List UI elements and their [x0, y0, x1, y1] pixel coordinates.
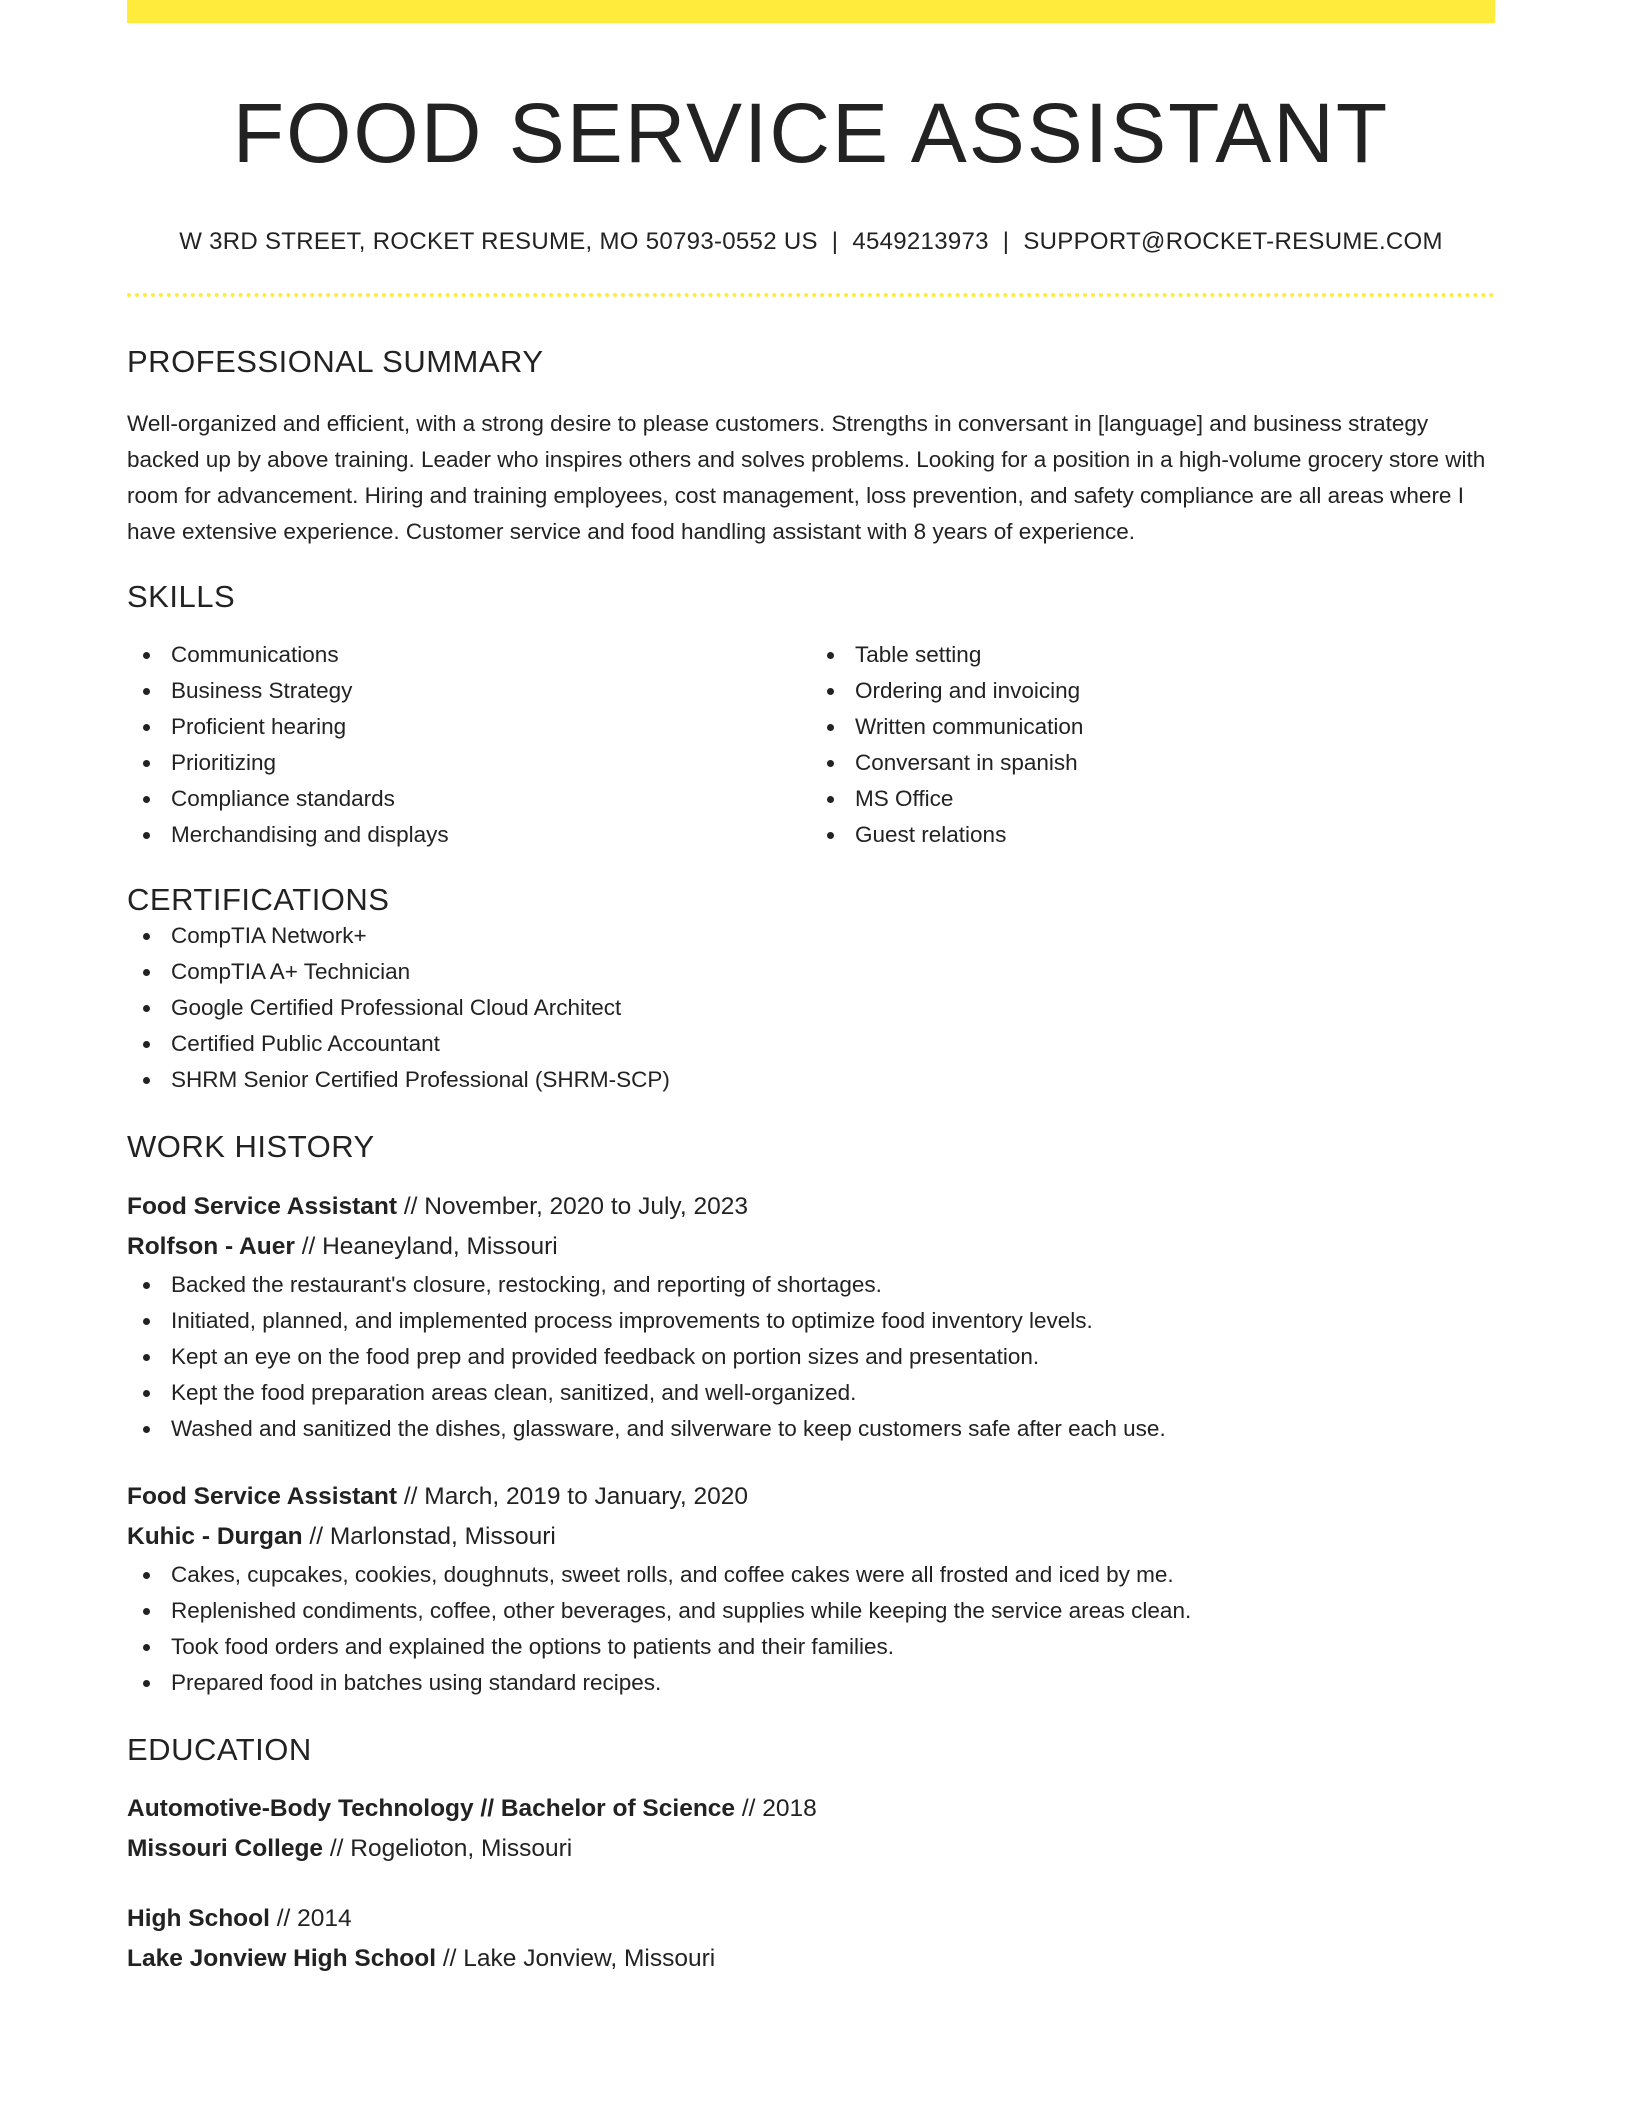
- job-role: Food Service Assistant: [127, 1193, 398, 1221]
- job-company: Kuhic - Durgan: [127, 1523, 303, 1551]
- education-degree: Automotive-Body Technology // Bachelor of Science: [127, 1794, 736, 1822]
- job-company-line: [127, 1517, 1495, 1557]
- job-title-line: [127, 1187, 1495, 1227]
- job-duty: Initiated, planned, and implemented process improvements to optimize food inventory levels.: [127, 1303, 1495, 1339]
- certification-item: CompTIA A+ Technician: [127, 954, 1495, 990]
- header-divider: [127, 293, 1495, 297]
- job-duty: Backed the restaurant's closure, restocking, and reporting of shortages.: [127, 1267, 1495, 1303]
- job-duty: Cakes, cupcakes, cookies, doughnuts, sweet rolls, and coffee cakes were all frosted and iced by me.: [127, 1557, 1495, 1593]
- job-dates: // March, 2019 to January, 2020: [403, 1483, 748, 1511]
- work-history-heading: WORK HISTORY: [127, 1129, 375, 1165]
- skill-item: Conversant in spanish: [811, 745, 1495, 781]
- job-location: // Heaneyland, Missouri: [301, 1233, 558, 1261]
- job-duty: Kept the food preparation areas clean, sanitized, and well-organized.: [127, 1375, 1495, 1411]
- skill-item: Business Strategy: [127, 673, 811, 709]
- certification-item: CompTIA Network+: [127, 918, 1495, 954]
- certification-item: SHRM Senior Certified Professional (SHRM-SCP): [127, 1062, 1495, 1098]
- skill-item: Ordering and invoicing: [811, 673, 1495, 709]
- skill-item: MS Office: [811, 781, 1495, 817]
- contact-address: W 3RD STREET, ROCKET RESUME, MO 50793-0552 US: [179, 227, 818, 255]
- certification-item: Certified Public Accountant: [127, 1026, 1495, 1062]
- skill-item: Written communication: [811, 709, 1495, 745]
- skill-item: Guest relations: [811, 817, 1495, 853]
- job-entry: [127, 1187, 1495, 1447]
- education-degree: High School: [127, 1904, 270, 1932]
- education-year: // 2018: [741, 1794, 817, 1822]
- contact-separator: |: [1002, 227, 1010, 255]
- job-company-line: [127, 1227, 1495, 1267]
- top-accent-bar: [127, 0, 1495, 23]
- job-dates: // November, 2020 to July, 2023: [403, 1193, 748, 1221]
- education-school: Missouri College: [127, 1834, 324, 1862]
- job-role: Food Service Assistant: [127, 1483, 398, 1511]
- skills-list-right: [811, 637, 1495, 853]
- education-entry: [127, 1899, 1495, 1979]
- education-degree-line: [127, 1789, 1495, 1829]
- summary-text: Well-organized and efficient, with a strong desire to please customers. Strengths in conversant in [language] and business strategy backed up by above training. Leader who inspires others and solves problems. Looking for a position in a high-volume grocery store with room for advancement. Hiring and training employees, cost management, loss prevention, and safety compliance are all areas where I have extensive experience. Customer service and food handling assistant with 8 years of experience.: [127, 410, 1486, 544]
- job-duties-list: [127, 1267, 1495, 1447]
- skill-item: Prioritizing: [127, 745, 811, 781]
- job-duties-list: [127, 1557, 1495, 1701]
- skill-item: Proficient hearing: [127, 709, 811, 745]
- education-entry: [127, 1789, 1495, 1869]
- certifications-list: [127, 918, 1495, 1098]
- certification-item: Google Certified Professional Cloud Architect: [127, 990, 1495, 1026]
- education-school-line: [127, 1939, 1495, 1979]
- skills-list-left: [127, 637, 811, 853]
- job-duty: Washed and sanitized the dishes, glassware, and silverware to keep customers safe after each use.: [127, 1411, 1495, 1447]
- contact-email: SUPPORT@ROCKET-RESUME.COM: [1023, 227, 1443, 255]
- skills-columns: [127, 637, 1495, 853]
- job-location: // Marlonstad, Missouri: [309, 1523, 556, 1551]
- education-degree-line: [127, 1899, 1495, 1939]
- certifications-heading: CERTIFICATIONS: [127, 881, 390, 917]
- job-duty: Replenished condiments, coffee, other beverages, and supplies while keeping the service areas clean.: [127, 1593, 1495, 1629]
- education-school-line: [127, 1829, 1495, 1869]
- education-location: // Rogelioton, Missouri: [329, 1834, 573, 1862]
- resume-page: [127, 0, 1495, 1979]
- job-entry: [127, 1477, 1495, 1701]
- contact-phone: 4549213973: [852, 227, 989, 255]
- job-title-line: [127, 1477, 1495, 1517]
- education-location: // Lake Jonview, Missouri: [442, 1944, 716, 1972]
- skills-heading: SKILLS: [127, 578, 236, 614]
- skill-item: Communications: [127, 637, 811, 673]
- job-duty: Took food orders and explained the options to patients and their families.: [127, 1629, 1495, 1665]
- job-company: Rolfson - Auer: [127, 1233, 295, 1261]
- contact-line: [127, 228, 1495, 257]
- candidate-name: FOOD SERVICE ASSISTANT: [232, 86, 1390, 180]
- summary-heading: PROFESSIONAL SUMMARY: [127, 343, 544, 379]
- education-year: // 2014: [276, 1904, 352, 1932]
- skill-item: Merchandising and displays: [127, 817, 811, 853]
- skill-item: Table setting: [811, 637, 1495, 673]
- job-duty: Kept an eye on the food prep and provided feedback on portion sizes and presentation.: [127, 1339, 1495, 1375]
- education-school: Lake Jonview High School: [127, 1944, 437, 1972]
- contact-separator: |: [831, 227, 839, 255]
- education-heading: EDUCATION: [127, 1732, 312, 1768]
- job-duty: Prepared food in batches using standard recipes.: [127, 1665, 1495, 1701]
- skill-item: Compliance standards: [127, 781, 811, 817]
